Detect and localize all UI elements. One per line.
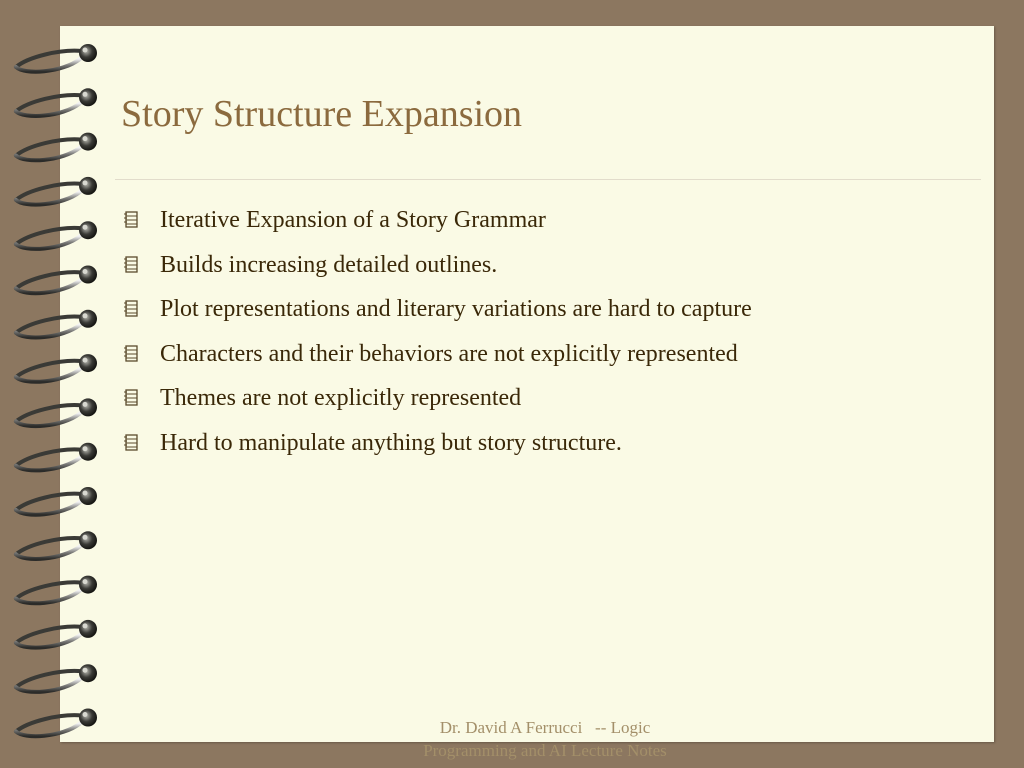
footer-line-1: Dr. David A Ferrucci -- Logic xyxy=(439,718,651,737)
bullet-item xyxy=(122,249,752,294)
bullet-item xyxy=(122,204,752,249)
notebook-bullet-icon xyxy=(122,249,160,282)
title-divider xyxy=(115,179,981,180)
notebook-bullet-icon xyxy=(122,204,160,237)
bullet-item xyxy=(122,427,752,472)
slide-title: Story Structure Expansion xyxy=(121,93,523,135)
binding-ring xyxy=(16,310,97,338)
slide-footer xyxy=(380,716,710,762)
notebook-bullet-icon xyxy=(122,293,160,326)
binding-ring xyxy=(16,709,97,737)
bullet-text: Iterative Expansion of a Story Grammar xyxy=(160,207,546,233)
binding-ring xyxy=(16,620,97,648)
bullet-text: Plot representations and literary variations are hard to capture xyxy=(160,296,752,322)
bullet-text: Themes are not explicitly represented xyxy=(160,385,522,411)
bullet-text: Characters and their behaviors are not explicitly represented xyxy=(160,340,738,367)
binding-ring xyxy=(16,354,97,382)
bullet-item xyxy=(122,338,752,383)
binding-ring xyxy=(16,398,97,426)
footer-line-2: Programming and AI Lecture Notes xyxy=(423,741,667,760)
bullet-text: Hard to manipulate anything but story structure. xyxy=(160,429,622,456)
notebook-bullet-icon xyxy=(122,338,160,371)
binding-ring xyxy=(16,221,97,249)
bullet-item xyxy=(122,293,752,338)
binding-ring xyxy=(16,487,97,515)
binding-ring xyxy=(16,44,97,72)
spiral-binding xyxy=(10,0,110,768)
notebook-bullet-icon xyxy=(122,382,160,415)
binding-ring xyxy=(16,443,97,471)
bullet-item xyxy=(122,382,752,427)
bullet-text: Builds increasing detailed outlines. xyxy=(160,251,498,278)
binding-ring xyxy=(16,266,97,294)
bullet-list xyxy=(122,204,752,471)
notebook-bullet-icon xyxy=(122,427,160,460)
binding-ring xyxy=(16,576,97,604)
binding-ring xyxy=(16,88,97,116)
binding-ring xyxy=(16,133,97,161)
binding-ring xyxy=(16,177,97,205)
binding-ring xyxy=(16,531,97,559)
binding-ring xyxy=(16,664,97,692)
